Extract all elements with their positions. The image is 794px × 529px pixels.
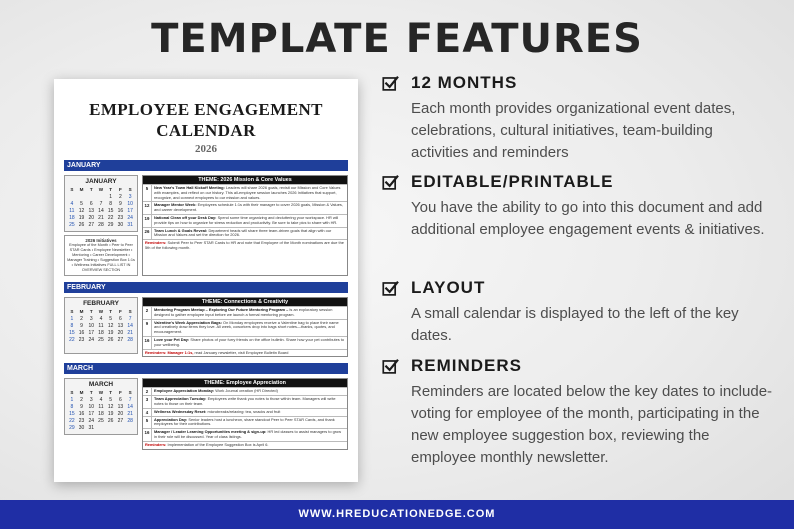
key-date-day: 26 xyxy=(143,228,152,240)
calendar-day: 4 xyxy=(70,200,74,207)
key-date-text xyxy=(152,185,347,201)
calendar-week-row xyxy=(67,403,135,410)
calendar-day: 9 xyxy=(80,403,83,410)
calendar-day: 16 xyxy=(78,329,85,336)
key-date-event-detail: Spend some time organizing and decluttering your workspace. HR will provide tips on how to organize for stress reduction and productivity. Be sure to take pics to share with HR. xyxy=(154,214,339,225)
document-year: 2026 xyxy=(195,143,217,155)
weekday-label: W xyxy=(98,390,104,396)
calendar-day: 14 xyxy=(127,322,133,329)
calendar-day: 10 xyxy=(88,403,95,410)
calendar-day: 11 xyxy=(69,207,75,214)
calendar-day: 23 xyxy=(117,214,124,221)
calendar-day: 8 xyxy=(70,403,74,410)
feature-description: Reminders are located below the key dates to include- voting for employee of the month, participating in the new employee suggestion box, reviewing the employee monthly newsletter. xyxy=(411,383,773,466)
calendar-day: 21 xyxy=(127,410,133,417)
calendar-week-row xyxy=(67,214,135,221)
key-date-event-title: Valentine's Week Appreciation Bags: xyxy=(154,319,222,325)
calendar-day: 5 xyxy=(109,315,113,322)
key-date-event-title: Manager / Leader Learning Opportunities meeting & sign-up: xyxy=(154,429,267,435)
key-date-text xyxy=(152,202,347,214)
calendar-day: 16 xyxy=(78,410,85,417)
feature-name: EDITABLE/PRINTABLE xyxy=(411,172,614,191)
calendar-week-row xyxy=(67,322,135,329)
calendar-day: 17 xyxy=(127,207,133,214)
weekday-header-row xyxy=(67,186,135,193)
calendar-day: 18 xyxy=(98,329,104,336)
feature-layout xyxy=(382,278,774,347)
calendar-day: 22 xyxy=(69,417,75,424)
key-date-day: 2 xyxy=(143,307,152,319)
weekday-label: S xyxy=(128,187,132,192)
calendar-day: 7 xyxy=(128,315,132,322)
calendar-week-row xyxy=(67,417,135,424)
calendar-day: 28 xyxy=(127,417,133,424)
calendar-day: 30 xyxy=(78,424,85,431)
calendar-day xyxy=(125,343,135,350)
calendar-day xyxy=(96,343,106,350)
key-dates-table xyxy=(142,297,348,357)
key-date-row xyxy=(143,395,347,408)
weekday-label: W xyxy=(98,187,104,192)
calendar-day: 21 xyxy=(98,214,104,221)
key-date-event-title: Love your Pet Day: xyxy=(154,336,190,342)
key-date-event-title: New Year's Town Hall Kickoff Meeting: xyxy=(154,185,225,190)
key-date-text xyxy=(152,388,347,395)
calendar-day: 17 xyxy=(88,329,95,336)
calendar-day: 24 xyxy=(88,336,95,343)
key-date-row xyxy=(143,408,347,416)
footer-website-bar xyxy=(0,500,794,529)
key-date-day: 3 xyxy=(143,396,152,408)
weekday-label: S xyxy=(128,309,132,314)
checkbox-check-icon xyxy=(382,75,399,92)
calendar-day: 10 xyxy=(88,322,95,329)
calendar-week-row xyxy=(67,207,135,214)
reminder-line xyxy=(143,239,347,252)
initiatives-text: Employee of the Month • Peer to Peer STAR Cards • Employee Newsletter • Mentoring • Career Development • Manager Training • Suggestion Box 1:1s • Wellness Initiatives FULL LIST IN OVERVIEW SECTION xyxy=(67,243,135,272)
feature-editable-printable xyxy=(382,172,774,241)
weekday-label: F xyxy=(118,187,122,192)
calendar-day: 22 xyxy=(107,214,114,221)
key-dates-table xyxy=(142,175,348,276)
calendar-day: 8 xyxy=(109,200,113,207)
key-dates-table xyxy=(142,378,348,449)
weekday-label: T xyxy=(89,309,93,314)
key-date-day: 2 xyxy=(143,388,152,395)
mini-calendar-title: MARCH xyxy=(88,381,114,389)
calendar-day xyxy=(77,343,87,350)
calendar-day: 16 xyxy=(117,207,124,214)
calendar-week-row xyxy=(67,396,135,403)
key-date-event-title: Appreciation Day: xyxy=(154,416,188,422)
key-date-text xyxy=(152,417,347,429)
document-title-line2: CALENDAR xyxy=(156,121,256,140)
key-date-row xyxy=(143,387,347,395)
key-date-day: 16 xyxy=(143,337,152,349)
calendar-week-row xyxy=(67,424,135,431)
calendar-day: 5 xyxy=(80,200,83,207)
calendar-day: 1 xyxy=(109,193,113,200)
calendar-week-row xyxy=(67,200,135,207)
calendar-day: 19 xyxy=(107,410,114,417)
calendar-day: 3 xyxy=(89,315,93,322)
calendar-day: 25 xyxy=(69,221,75,228)
calendar-day xyxy=(67,193,77,200)
calendar-day: 3 xyxy=(89,396,93,403)
calendar-day: 15 xyxy=(69,329,75,336)
key-date-event-title: Team Lunch & Goals Reveal: xyxy=(154,227,208,233)
calendar-day: 17 xyxy=(88,410,95,417)
calendar-day: 29 xyxy=(107,221,114,228)
weekday-label: F xyxy=(118,390,122,396)
calendar-day: 28 xyxy=(98,221,104,228)
calendar-week-row xyxy=(67,336,135,343)
key-date-day: 19 xyxy=(143,215,152,227)
calendar-day: 15 xyxy=(107,207,114,214)
theme-bar: THEME: Employee Appreciation xyxy=(143,379,347,387)
reminder-line xyxy=(143,441,347,449)
calendar-document-preview xyxy=(54,79,358,482)
key-date-event-title: National Clean off your Desk Day: xyxy=(154,214,217,220)
weekday-label: M xyxy=(79,390,84,396)
month-section-january xyxy=(64,160,348,276)
calendar-day: 30 xyxy=(117,221,124,228)
calendar-day: 6 xyxy=(89,200,93,207)
checkbox-check-icon xyxy=(382,174,399,191)
calendar-day: 20 xyxy=(88,214,95,221)
calendar-day: 19 xyxy=(107,329,114,336)
weekday-label: S xyxy=(70,390,74,396)
calendar-day: 26 xyxy=(107,417,114,424)
key-date-text xyxy=(152,337,347,349)
key-date-row xyxy=(143,336,347,349)
calendar-day xyxy=(77,193,87,200)
weekday-label: S xyxy=(70,309,74,314)
calendar-day: 29 xyxy=(69,424,75,431)
key-date-day: 4 xyxy=(143,409,152,416)
key-date-event-detail: On Monday employees receive a Valentine bag to place their name and creatively draw items they love. All week, coworkers drop into bags short notes—thanks, quotes, and encouragement. xyxy=(154,319,339,335)
key-date-event-detail: Department heads will share three team-driven goals that align with our Mission and Values and set the direction for 2026. xyxy=(154,227,332,238)
calendar-day: 22 xyxy=(69,336,75,343)
mini-calendar xyxy=(64,297,138,354)
reminder-label: Reminders: xyxy=(145,441,167,447)
calendar-day: 13 xyxy=(117,322,124,329)
calendar-day: 2 xyxy=(118,193,122,200)
reminder-text: Implementation of the Employee Suggestion Box is April 6. xyxy=(167,441,269,447)
key-date-event-title: Team Appreciation Tuesday: xyxy=(154,396,207,402)
calendar-day xyxy=(116,343,126,350)
calendar-day: 10 xyxy=(127,200,133,207)
calendar-day: 4 xyxy=(99,396,103,403)
checkbox-check-icon xyxy=(382,280,399,297)
calendar-day: 31 xyxy=(88,424,95,431)
month-bar: FEBRUARY xyxy=(64,282,348,293)
key-date-day: 12 xyxy=(143,202,152,214)
calendar-day: 6 xyxy=(118,315,122,322)
key-date-row xyxy=(143,214,347,227)
key-date-row xyxy=(143,184,347,201)
calendar-week-row xyxy=(67,315,135,322)
calendar-day: 2 xyxy=(80,396,83,403)
weekday-label: M xyxy=(79,187,84,192)
calendar-day: 8 xyxy=(70,322,74,329)
weekday-header-row xyxy=(67,308,135,315)
feature-reminders xyxy=(382,356,774,469)
calendar-day xyxy=(96,424,106,431)
calendar-week-row xyxy=(67,193,135,200)
key-date-text xyxy=(152,409,347,416)
weekday-label: T xyxy=(109,309,113,314)
feature-description: A small calendar is displayed to the left of the key dates. xyxy=(411,305,739,344)
key-date-event-title: Mentoring Program Meetup – Exploring Our Future Mentoring Program – xyxy=(154,307,289,312)
key-date-event-title: Employee Appreciation Monday: xyxy=(154,388,215,394)
calendar-day: 11 xyxy=(98,403,104,410)
calendar-day: 12 xyxy=(78,207,85,214)
calendar-day: 1 xyxy=(70,396,74,403)
calendar-week-row xyxy=(67,329,135,336)
calendar-day: 2 xyxy=(80,315,83,322)
calendar-day: 25 xyxy=(98,336,104,343)
calendar-day xyxy=(125,424,135,431)
calendar-day: 24 xyxy=(127,214,133,221)
key-date-event-detail: Employees schedule 1:1s with their manager to cover 2026 goals, Mission & Values, and career development. xyxy=(154,202,343,213)
reminder-label: Reminders: Manager 1:1s, xyxy=(145,349,194,355)
feature-name: REMINDERS xyxy=(411,356,523,375)
calendar-day: 23 xyxy=(78,336,85,343)
weekday-label: T xyxy=(89,390,93,396)
calendar-day: 4 xyxy=(99,315,103,322)
calendar-day: 6 xyxy=(118,396,122,403)
weekday-label: S xyxy=(70,187,74,192)
calendar-day xyxy=(67,343,77,350)
calendar-day: 24 xyxy=(88,417,95,424)
key-date-text xyxy=(152,215,347,227)
key-date-text xyxy=(152,320,347,336)
key-date-row xyxy=(143,319,347,336)
key-date-row xyxy=(143,428,347,441)
calendar-day: 26 xyxy=(107,336,114,343)
reminder-line xyxy=(143,349,347,357)
key-date-event-detail: HR led classes to assist managers to grow in their role will be discussed. Year of class listings. xyxy=(154,429,342,439)
calendar-day: 20 xyxy=(117,410,124,417)
key-date-event-detail: Work Journal creation (HR Directed) xyxy=(215,388,278,394)
weekday-label: F xyxy=(118,309,122,314)
mini-calendar xyxy=(64,378,138,435)
checkbox-check-icon xyxy=(382,358,399,375)
mini-calendar xyxy=(64,175,138,232)
key-date-row xyxy=(143,416,347,429)
calendar-day: 27 xyxy=(88,221,95,228)
calendar-day: 25 xyxy=(98,417,104,424)
key-date-text xyxy=(152,228,347,240)
calendar-day: 18 xyxy=(98,410,104,417)
calendar-day: 13 xyxy=(88,207,95,214)
calendar-day: 9 xyxy=(80,322,83,329)
calendar-day: 28 xyxy=(127,336,133,343)
calendar-day: 9 xyxy=(118,200,122,207)
calendar-day: 18 xyxy=(69,214,75,221)
calendar-week-row xyxy=(67,343,135,350)
weekday-label: T xyxy=(109,390,113,396)
calendar-day xyxy=(106,343,116,350)
feature-description: Each month provides organizational event dates, celebrations, cultural initiatives, team-building activities and reminders xyxy=(411,100,736,161)
mini-calendar-title: FEBRUARY xyxy=(83,300,119,307)
calendar-day xyxy=(116,424,126,431)
calendar-day: 20 xyxy=(117,329,124,336)
calendar-day: 27 xyxy=(117,417,124,424)
calendar-day: 23 xyxy=(78,417,85,424)
calendar-week-row xyxy=(67,410,135,417)
reminder-text: Submit Peer to Peer STAR Cards to HR and note that Employee of the Month nominations are due the 5th of the following month. xyxy=(145,240,344,250)
key-date-text xyxy=(152,429,347,441)
feature-12-months xyxy=(382,73,774,164)
calendar-day: 14 xyxy=(98,207,104,214)
calendar-day: 7 xyxy=(99,200,103,207)
feature-name: LAYOUT xyxy=(411,278,486,297)
key-date-day: 5 xyxy=(143,417,152,429)
calendar-day: 31 xyxy=(127,221,133,228)
key-date-event-detail: Senior leaders host a luncheon, share standout Peer to Peer STAR Cards, and thank employees for their contributions. xyxy=(154,416,335,427)
footer-url[interactable]: WWW.HREDUCATIONEDGE.COM xyxy=(298,508,496,520)
calendar-day: 14 xyxy=(127,403,133,410)
weekday-header-row xyxy=(67,389,135,396)
calendar-day xyxy=(86,193,96,200)
key-date-event-title: Wellness Wednesday Reset: xyxy=(154,408,207,414)
reminder-label: Reminders: xyxy=(145,240,167,246)
reminder-text: read January newsletter, visit Employee Bulletin Board xyxy=(194,349,289,355)
calendar-day: 15 xyxy=(69,410,75,417)
calendar-day: 12 xyxy=(107,403,114,410)
weekday-label: W xyxy=(98,309,104,314)
key-date-row xyxy=(143,227,347,240)
theme-bar: THEME: Connections & Creativity xyxy=(143,298,347,306)
document-title-line1: EMPLOYEE ENGAGEMENT xyxy=(89,100,323,119)
calendar-day: 11 xyxy=(98,322,104,329)
calendar-day: 1 xyxy=(70,315,74,322)
key-date-day: 5 xyxy=(143,185,152,201)
month-section-march xyxy=(64,363,348,449)
key-date-day: 9 xyxy=(143,320,152,336)
weekday-label: T xyxy=(109,187,113,192)
calendar-day: 13 xyxy=(117,403,124,410)
key-date-event-detail: Leaders will share 2026 goals, revisit our Mission and Core Values with examples, and reflect on our history. This all-employee session launches 2026 Initiatives that support, recognize, and connect employees to our mission and values. xyxy=(154,185,341,200)
initiatives-box xyxy=(64,235,138,276)
calendar-day: 7 xyxy=(128,396,132,403)
key-date-event-detail: Is an exploratory session designed to gather employee input before we launch a formal mentoring program. xyxy=(154,307,333,317)
month-bar: MARCH xyxy=(64,363,348,374)
key-date-event-detail: microbreaks/relaxing: tea, snacks and fruit xyxy=(207,408,281,414)
weekday-label: M xyxy=(79,309,84,314)
calendar-day xyxy=(96,193,106,200)
calendar-day: 12 xyxy=(107,322,114,329)
key-date-row xyxy=(143,306,347,319)
mini-calendar-title: JANUARY xyxy=(85,178,117,185)
month-section-february xyxy=(64,282,348,357)
key-date-event-title: Manager Mentor Week: xyxy=(154,202,197,208)
theme-bar: THEME: 2026 Mission & Core Values xyxy=(143,176,347,184)
key-date-day: 16 xyxy=(143,429,152,441)
key-date-text xyxy=(152,396,347,408)
calendar-day: 5 xyxy=(109,396,113,403)
key-date-event-detail: Employees write thank you notes to those within team. Managers will write notes to those on their team. xyxy=(154,396,336,406)
calendar-day: 27 xyxy=(117,336,124,343)
calendar-week-row xyxy=(67,221,135,228)
calendar-day: 19 xyxy=(78,214,85,221)
key-date-row xyxy=(143,201,347,214)
initiatives-title: 2026 Initiatives xyxy=(85,238,117,243)
page-title: TEMPLATE FEATURES xyxy=(151,16,643,62)
feature-description: You have the ability to go into this document and add additional employee engagement events & initiatives. xyxy=(411,199,765,238)
calendar-day xyxy=(106,424,116,431)
weekday-label: T xyxy=(89,187,93,192)
calendar-day: 26 xyxy=(78,221,85,228)
feature-name: 12 MONTHS xyxy=(411,73,518,92)
key-date-event-detail: Share photos of your furry friends on the office bulletin. Share how your pet contributes to your wellbeing. xyxy=(154,336,345,347)
key-date-text xyxy=(152,307,347,319)
calendar-day: 21 xyxy=(127,329,133,336)
calendar-day xyxy=(86,343,96,350)
weekday-label: S xyxy=(128,390,132,396)
month-bar: JANUARY xyxy=(64,160,348,171)
calendar-day: 3 xyxy=(128,193,132,200)
